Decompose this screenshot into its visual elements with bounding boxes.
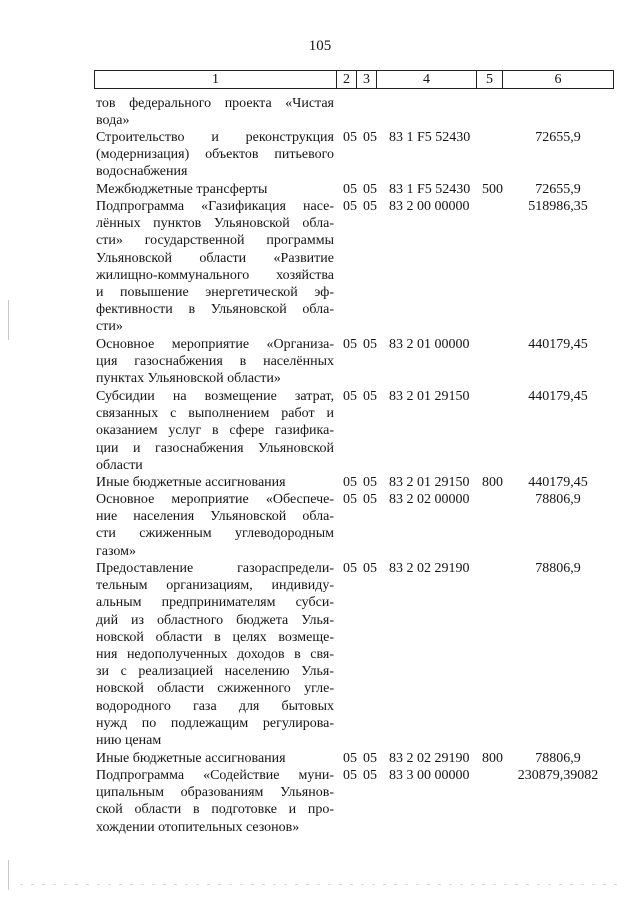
row-name xyxy=(96,388,334,474)
subsection-code: 05 xyxy=(363,389,377,404)
row-name-line: области xyxy=(96,457,143,473)
row-name-line: ция газоснабжения в населённых xyxy=(96,354,334,370)
section-code: 05 xyxy=(343,130,357,145)
row-name-line: связанных с выполнением работ и xyxy=(96,406,334,422)
subsection-code: 05 xyxy=(363,182,377,197)
target-article-code: 83 2 02 00000 xyxy=(389,492,470,507)
row-name-line: лённых пунктов Ульяновской обла- xyxy=(96,216,334,232)
row-name-line: газом» xyxy=(96,543,136,559)
row-name-line: ской области в подготовке и про- xyxy=(96,802,334,818)
row-name-line: вода» xyxy=(96,113,130,129)
row-name-line: водородного газа для бытовых xyxy=(96,698,334,714)
expense-type-code: 800 xyxy=(482,475,503,490)
row-name xyxy=(96,767,334,836)
amount: 78806,9 xyxy=(535,492,581,507)
row-name-line: сти» государственной программы xyxy=(96,233,334,249)
scan-edge-mark xyxy=(8,300,9,340)
row-name-line: Предоставление газораспредели- xyxy=(96,561,334,576)
row-name-line: новской области сжиженного угле- xyxy=(96,681,334,697)
header-col-4: 4 xyxy=(377,71,477,88)
row-name-line: тельным организациям, индивиду- xyxy=(96,578,334,594)
header-col-5: 5 xyxy=(477,71,503,88)
row-name-line: ние населения Ульяновской обла- xyxy=(96,509,334,525)
amount: 518986,35 xyxy=(528,199,588,214)
row-name-line: Подпрограмма «Содействие муни- xyxy=(96,768,334,783)
target-article-code: 83 2 01 00000 xyxy=(389,337,470,352)
header-col-6: 6 xyxy=(554,72,562,87)
target-article-code: 83 1 F5 52430 xyxy=(389,182,471,197)
section-code: 05 xyxy=(343,337,357,352)
target-article-code: 83 2 01 29150 xyxy=(389,475,470,490)
amount: 230879,39082 xyxy=(517,768,599,783)
amount: 72655,9 xyxy=(535,130,581,145)
row-name xyxy=(96,198,334,336)
row-name-line: Субсидии на возмещение затрат, xyxy=(96,389,334,404)
header-col-3: 3 xyxy=(357,71,377,88)
row-name-line: Основное мероприятие «Обеспече- xyxy=(96,492,334,507)
amount: 78806,9 xyxy=(535,751,581,766)
section-code: 05 xyxy=(343,751,357,766)
row-name-line: Строительство и реконструкция xyxy=(96,130,334,145)
row-name-line: хождении отопительных сезонов» xyxy=(96,819,300,835)
row-name-line: дий из областного бюджета Улья- xyxy=(96,612,334,628)
row-name-line: пунктах Ульяновской области» xyxy=(96,371,281,387)
row-name-line: ния недополученных доходов в свя- xyxy=(96,647,334,663)
row-name-line: сти» xyxy=(96,319,123,335)
header-col-2: 2 xyxy=(337,71,357,88)
row-name-line: новской области в целях возмеще- xyxy=(96,629,334,645)
row-name-line: нужд по подлежащим регулирова- xyxy=(96,715,334,731)
scan-artifact-line xyxy=(20,884,620,885)
row-name-line: Основное мероприятие «Организа- xyxy=(96,337,334,352)
subsection-code: 05 xyxy=(363,475,377,490)
amount: 440179,45 xyxy=(528,389,588,404)
row-name-line: Межбюджетные трансферты xyxy=(96,182,268,197)
row-name-line: Иные бюджетные ассигнования xyxy=(96,475,286,490)
target-article-code: 83 2 02 29190 xyxy=(389,751,470,766)
row-name-line: жилищно-коммунального хозяйства xyxy=(96,267,334,283)
row-name-line: ципальным образованиям Ульянов- xyxy=(96,785,334,801)
target-article-code: 83 2 02 29190 xyxy=(389,561,470,576)
page-number: 105 xyxy=(308,38,332,54)
row-name-line: ции и газоснабжения Ульяновской xyxy=(96,440,334,456)
row-name-line: альным предпринимателям субси- xyxy=(96,595,334,611)
row-name-line: водоснабжения xyxy=(96,164,188,180)
row-name-line: оказанием услуг в сфере газифика- xyxy=(96,423,334,439)
row-name xyxy=(96,336,334,388)
row-name-line: (модернизация) объектов питьевого xyxy=(96,147,334,163)
section-code: 05 xyxy=(343,768,357,783)
subsection-code: 05 xyxy=(363,130,377,145)
section-code: 05 xyxy=(343,492,357,507)
row-name xyxy=(96,750,334,767)
amount: 72655,9 xyxy=(535,182,581,197)
target-article-code: 83 1 F5 52430 xyxy=(389,130,471,145)
target-article-code: 83 2 00 00000 xyxy=(389,199,470,214)
row-name xyxy=(96,491,334,560)
header-col-1: 1 xyxy=(95,71,337,88)
scan-edge-mark xyxy=(8,860,9,890)
row-name xyxy=(96,129,334,181)
row-name-line: Иные бюджетные ассигнования xyxy=(96,751,286,766)
section-code: 05 xyxy=(343,182,357,197)
subsection-code: 05 xyxy=(363,199,377,214)
subsection-code: 05 xyxy=(363,751,377,766)
expense-type-code: 500 xyxy=(482,182,503,197)
row-name-line: зи с реализацией населению Улья- xyxy=(96,664,334,680)
expense-type-code: 800 xyxy=(482,751,503,766)
section-code: 05 xyxy=(343,561,357,576)
target-article-code: 83 3 00 00000 xyxy=(389,768,470,783)
amount: 78806,9 xyxy=(535,561,581,576)
row-name-line: и повышение энергетической эф- xyxy=(96,285,334,301)
row-name-line: нию ценам xyxy=(96,733,162,749)
table-header xyxy=(94,70,614,89)
row-name-line: тов федерального проекта «Чистая xyxy=(96,96,334,111)
row-name-line: сти сжиженным углеводородным xyxy=(96,526,334,542)
amount: 440179,45 xyxy=(528,337,588,352)
row-name-line: Ульяновской области «Развитие xyxy=(96,250,334,266)
amount: 440179,45 xyxy=(528,475,588,490)
row-name xyxy=(96,474,334,491)
row-name-line: Подпрограмма «Газификация насе- xyxy=(96,199,334,214)
subsection-code: 05 xyxy=(363,492,377,507)
subsection-code: 05 xyxy=(363,337,377,352)
section-code: 05 xyxy=(343,475,357,490)
subsection-code: 05 xyxy=(363,768,377,783)
target-article-code: 83 2 01 29150 xyxy=(389,389,470,404)
section-code: 05 xyxy=(343,199,357,214)
row-name xyxy=(96,560,334,749)
row-name-line: фективности в Ульяновской обла- xyxy=(96,302,334,318)
row-name xyxy=(96,181,334,198)
row-name xyxy=(96,95,334,129)
section-code: 05 xyxy=(343,389,357,404)
subsection-code: 05 xyxy=(363,561,377,576)
